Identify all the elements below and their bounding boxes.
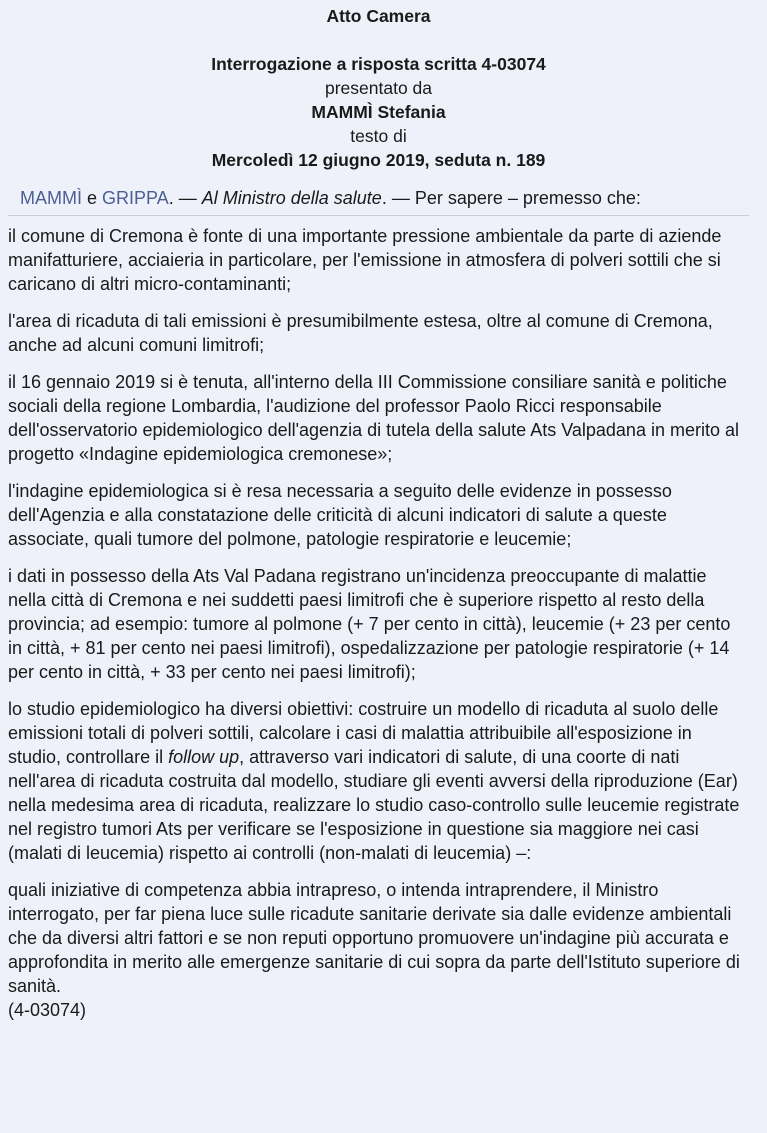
act-code-footer: (4-03074) bbox=[8, 1000, 87, 1020]
presented-by-label: presentato da bbox=[324, 78, 433, 98]
paragraph-6-italic: follow up bbox=[168, 747, 240, 767]
paragraph-6-text-a: lo studio epidemiologico ha diversi obiettivi: costruire un modello di ricaduta al suolo delle emissioni totali di polveri sottili, calcolare i casi di malattia attribuibile all'esposizione in studio, controllare il bbox=[8, 699, 719, 767]
paragraph-7: quali iniziative di competenza abbia intrapreso, o intenda intraprendere, il Ministro interrogato, per far piena luce sulle ricadute sanitarie derivate sia dalle evidenze ambientali che da diversi altri fattori e se non reputi opportuno promuovere un'indagine più accurata e approfondita in merito alle emergenze sanitarie di cui sopra da parte dell'Istituto superiore di sanità. bbox=[8, 880, 740, 996]
paragraph-3: il 16 gennaio 2019 si è tenuta, all'interno della III Commissione consiliare sanità e politiche sociali della regione Lombardia, l'audizione del professor Paolo Ricci responsabile dell'osservatorio epidemiologico dell'agenzia di tutela della salute Ats Valpadana in merito al progetto «Indagine epidemiologica cremonese»; bbox=[8, 372, 739, 464]
intro-line bbox=[8, 186, 749, 210]
paragraph-5: i dati in possesso della Ats Val Padana registrano un'incidenza preoccupante di malattie nella città di Cremona e nei suddetti paesi limitrofi che è superiore rispetto al resto della provincia; ad esempio: tumore al polmone (+ 7 per cento in città), leucemie (+ 23 per cento in città, + 81 per cento nei paesi limitrofi), ospedalizzazione per patologie respiratorie (+ 14 per cento in città, + 33 per cento nei paesi limitrofi); bbox=[8, 566, 731, 682]
divider-line bbox=[8, 215, 749, 216]
paragraph-4: l'indagine epidemiologica si è resa necessaria a seguito delle evidenze in possesso dell'Agenzia e alla constatazione delle criticità di alcuni indicatori di salute a queste associate, quali tumore del polmone, patologie respiratorie e leucemie; bbox=[8, 481, 672, 549]
addressee-minister: Al Ministro della salute bbox=[201, 188, 382, 208]
session-date: Mercoledì 12 giugno 2019, seduta n. 189 bbox=[211, 150, 546, 170]
author-link-mammi[interactable]: MAMMÌ bbox=[20, 188, 82, 208]
paragraph-1: il comune di Cremona è fonte di una importante pressione ambientale da parte di aziende manifatturiere, acciaieria in particolare, per l'emissione in atmosfera di polveri sottili che si caricano di altri micro-contaminanti; bbox=[8, 226, 722, 294]
author-link-grippa[interactable]: GRIPPA bbox=[102, 188, 169, 208]
intro-separator: . — bbox=[168, 188, 202, 208]
paragraph-6-text-b: , attraverso vari indicatori di salute, di una coorte di nati nell'area di ricaduta costruita dal modello, studiare gli eventi avversi della riproduzione (Ear) nella medesima area di ricaduta, realizzare lo studio caso-controllo sulle leucemie registrate nel registro tumori Ats per verificare se l'esposizione in questione sia maggiore nei casi (malati di leucemia) rispetto ai controlli (non-malati di leucemia) –: bbox=[8, 747, 740, 863]
presenter-name: MAMMÌ Stefania bbox=[311, 102, 446, 122]
intro-premise: . — Per sapere – premesso che: bbox=[381, 188, 641, 208]
paragraph-6 bbox=[8, 697, 749, 865]
intro-conjunction: e bbox=[82, 188, 103, 208]
header-spacer bbox=[8, 28, 749, 52]
text-of-label: testo di bbox=[350, 126, 407, 146]
act-title: Interrogazione a risposta scritta 4-03074 bbox=[211, 54, 546, 74]
chamber-title: Atto Camera bbox=[326, 6, 431, 26]
act-header bbox=[8, 4, 749, 172]
paragraph-2: l'area di ricaduta di tali emissioni è presumibilmente estesa, oltre al comune di Cremona, anche ad alcuni comuni limitrofi; bbox=[8, 311, 713, 355]
